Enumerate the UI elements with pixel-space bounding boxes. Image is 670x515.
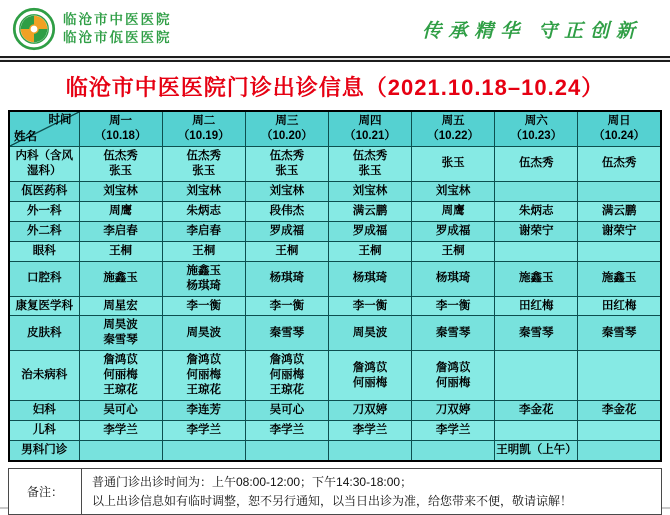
header-row bbox=[9, 111, 661, 147]
staff-name: 刘宝林 bbox=[103, 184, 138, 197]
staff-name: 何丽梅 bbox=[103, 369, 138, 382]
schedule-cell bbox=[245, 421, 328, 441]
staff-name: 周昊波 bbox=[186, 326, 221, 339]
day-date: （10.20） bbox=[260, 130, 313, 142]
staff-name: 朱炳志 bbox=[186, 204, 221, 217]
staff-name: 罗成福 bbox=[435, 224, 471, 237]
staff-name: 张玉 bbox=[192, 164, 216, 177]
day-name: 周四 bbox=[358, 115, 382, 128]
staff-name: 杨琪琦 bbox=[435, 272, 471, 285]
day-name: 周一 bbox=[109, 115, 133, 128]
schedule-cell bbox=[79, 241, 162, 261]
schedule-cell bbox=[412, 181, 495, 201]
staff-name: 周昊波 bbox=[352, 326, 388, 339]
schedule-cell bbox=[79, 201, 162, 221]
schedule-cell bbox=[79, 261, 162, 296]
schedule-cell bbox=[162, 316, 245, 351]
dept-label: 眼科 bbox=[9, 241, 79, 261]
staff-name: 刀双婷 bbox=[352, 404, 388, 417]
schedule-cell bbox=[162, 181, 245, 201]
schedule-cell bbox=[328, 421, 411, 441]
staff-name: 朱炳志 bbox=[519, 204, 554, 217]
staff-name: 詹鸿苡 bbox=[186, 354, 221, 367]
staff-name: 詹鸿苡 bbox=[269, 354, 305, 367]
staff-name: 李学兰 bbox=[352, 424, 388, 437]
staff-name: 段伟杰 bbox=[269, 204, 305, 217]
hospital-name-line2: 临沧市佤医医院 bbox=[63, 30, 172, 45]
schedule-cell bbox=[245, 316, 328, 351]
staff-name: 刘宝林 bbox=[186, 184, 221, 197]
schedule-cell bbox=[412, 401, 495, 421]
staff-name: 田红梅 bbox=[601, 299, 637, 312]
dept-label: 儿科 bbox=[9, 421, 79, 441]
staff-name: 李学兰 bbox=[269, 424, 305, 437]
empty-cell bbox=[162, 441, 245, 461]
schedule-cell bbox=[412, 316, 495, 351]
table-row bbox=[9, 316, 661, 351]
empty-cell bbox=[495, 421, 578, 441]
schedule-cell bbox=[79, 181, 162, 201]
dept-label: 佤医药科 bbox=[9, 181, 79, 201]
staff-name: 李金花 bbox=[519, 404, 554, 417]
corner-label-name: 姓名 bbox=[14, 131, 37, 144]
staff-name: 吴可心 bbox=[103, 404, 138, 417]
staff-name: 王桐 bbox=[192, 244, 216, 257]
table-row bbox=[9, 441, 661, 461]
empty-cell bbox=[578, 241, 661, 261]
table-row bbox=[9, 221, 661, 241]
empty-cell bbox=[412, 441, 495, 461]
schedule-cell bbox=[412, 261, 495, 296]
staff-name: 何丽梅 bbox=[352, 376, 388, 389]
dept-label: 妇科 bbox=[9, 401, 79, 421]
note-section bbox=[8, 468, 662, 515]
schedule-cell bbox=[162, 241, 245, 261]
schedule-cell bbox=[578, 401, 661, 421]
schedule-cell bbox=[578, 296, 661, 316]
schedule-cell bbox=[495, 221, 578, 241]
dept-label: 外一科 bbox=[9, 201, 79, 221]
staff-name: 伍杰秀 bbox=[601, 157, 637, 170]
schedule-cell bbox=[328, 316, 411, 351]
table-row bbox=[9, 181, 661, 201]
day-header bbox=[162, 111, 245, 147]
schedule-cell bbox=[162, 401, 245, 421]
staff-name: 伍杰秀 bbox=[269, 150, 305, 162]
empty-cell bbox=[578, 441, 661, 461]
schedule-cell bbox=[412, 296, 495, 316]
schedule-cell bbox=[79, 351, 162, 401]
staff-name: 施鑫玉 bbox=[601, 272, 637, 285]
staff-name: 李学兰 bbox=[186, 424, 221, 437]
schedule-cell bbox=[328, 296, 411, 316]
schedule-cell bbox=[495, 201, 578, 221]
schedule-cell bbox=[79, 316, 162, 351]
staff-name: 周昊波 bbox=[103, 319, 138, 332]
schedule-cell bbox=[328, 401, 411, 421]
staff-name: 王琼花 bbox=[269, 384, 305, 397]
staff-name: 詹鸿苡 bbox=[352, 361, 388, 374]
schedule-cell bbox=[495, 316, 578, 351]
schedule-cell bbox=[162, 221, 245, 241]
staff-name: 谢荣宁 bbox=[519, 224, 554, 237]
table-row bbox=[9, 241, 661, 261]
staff-name: 满云鹏 bbox=[601, 204, 637, 217]
staff-name: 张玉 bbox=[441, 157, 465, 170]
schedule-cell bbox=[578, 201, 661, 221]
hospital-name bbox=[63, 11, 172, 47]
staff-name: 施鑫玉 bbox=[186, 264, 221, 277]
table-row bbox=[9, 401, 661, 421]
day-date: （10.23） bbox=[510, 130, 563, 142]
empty-cell bbox=[79, 441, 162, 461]
schedule-cell bbox=[162, 261, 245, 296]
day-name: 周二 bbox=[192, 115, 216, 128]
schedule-cell bbox=[412, 351, 495, 401]
day-header bbox=[495, 111, 578, 147]
schedule-cell bbox=[412, 201, 495, 221]
table-row bbox=[9, 147, 661, 182]
schedule-cell bbox=[79, 401, 162, 421]
staff-name: 秦雪琴 bbox=[519, 326, 554, 339]
staff-name: 施鑫玉 bbox=[103, 272, 138, 285]
staff-name: 周星宏 bbox=[103, 299, 138, 312]
note-line1: 普通门诊出诊时间为：上午08:00-12:00；下午14:30-18:00； bbox=[92, 474, 413, 489]
staff-name: 伍杰秀 bbox=[352, 150, 388, 162]
empty-cell bbox=[328, 441, 411, 461]
schedule-cell bbox=[495, 296, 578, 316]
empty-cell bbox=[495, 241, 578, 261]
staff-name: 詹鸿苡 bbox=[435, 361, 471, 374]
schedule-cell bbox=[578, 147, 661, 182]
schedule-table bbox=[8, 110, 662, 462]
schedule-cell bbox=[162, 421, 245, 441]
day-date: （10.18） bbox=[94, 130, 147, 142]
hospital-name-line1: 临沧市中医医院 bbox=[63, 11, 172, 27]
schedule-cell bbox=[328, 201, 411, 221]
staff-name: 王琼花 bbox=[186, 384, 221, 397]
staff-name: 伍杰秀 bbox=[103, 150, 138, 162]
schedule-cell bbox=[412, 221, 495, 241]
schedule-cell bbox=[412, 421, 495, 441]
top-header bbox=[0, 0, 670, 56]
schedule-cell bbox=[245, 221, 328, 241]
staff-name: 伍杰秀 bbox=[519, 157, 554, 170]
schedule-cell bbox=[412, 147, 495, 182]
corner-time-name-cell bbox=[9, 111, 79, 147]
table-row bbox=[9, 201, 661, 221]
day-name: 周六 bbox=[524, 115, 548, 128]
staff-name: 王桐 bbox=[441, 244, 465, 257]
schedule-cell bbox=[495, 441, 578, 461]
staff-name: 施鑫玉 bbox=[519, 272, 554, 285]
schedule-cell bbox=[162, 351, 245, 401]
schedule-cell bbox=[412, 241, 495, 261]
table-row bbox=[9, 296, 661, 316]
staff-name: 伍杰秀 bbox=[186, 150, 221, 162]
dept-label: 口腔科 bbox=[9, 261, 79, 296]
day-name: 周五 bbox=[441, 115, 465, 128]
staff-name: 詹鸿苡 bbox=[103, 354, 138, 367]
staff-name: 李一衡 bbox=[186, 299, 221, 312]
table-row bbox=[9, 351, 661, 401]
staff-name: 王桐 bbox=[275, 244, 299, 257]
staff-name: 李学兰 bbox=[435, 424, 471, 437]
staff-name: 谢荣宁 bbox=[601, 224, 637, 237]
schedule-cell bbox=[245, 296, 328, 316]
schedule-cell bbox=[328, 147, 411, 182]
staff-name: 李学兰 bbox=[103, 424, 138, 437]
schedule-cell bbox=[328, 241, 411, 261]
day-date: （10.24） bbox=[593, 130, 646, 142]
staff-name: 李启春 bbox=[186, 224, 221, 237]
staff-name: 杨琪琦 bbox=[352, 272, 388, 285]
schedule-cell bbox=[578, 261, 661, 296]
schedule-cell bbox=[162, 147, 245, 182]
schedule-cell bbox=[578, 221, 661, 241]
staff-name: 刘宝林 bbox=[269, 184, 305, 197]
schedule-cell bbox=[79, 221, 162, 241]
page-title: 临沧市中医医院门诊出诊信息（2021.10.18–10.24） bbox=[65, 75, 605, 100]
staff-name: 罗成福 bbox=[269, 224, 305, 237]
schedule-cell bbox=[328, 181, 411, 201]
dept-label: 治未病科 bbox=[9, 351, 79, 401]
staff-name: 罗成福 bbox=[352, 224, 388, 237]
schedule-cell bbox=[245, 241, 328, 261]
schedule-cell bbox=[245, 201, 328, 221]
staff-name: 李金花 bbox=[601, 404, 637, 417]
schedule-cell bbox=[245, 261, 328, 296]
dept-label: 康复医学科 bbox=[9, 296, 79, 316]
empty-cell bbox=[245, 441, 328, 461]
staff-name: 李一衡 bbox=[269, 299, 305, 312]
schedule-cell bbox=[79, 421, 162, 441]
schedule-cell bbox=[162, 296, 245, 316]
day-header bbox=[578, 111, 661, 147]
staff-name: 张玉 bbox=[109, 164, 133, 177]
schedule-cell bbox=[495, 261, 578, 296]
schedule-cell bbox=[245, 351, 328, 401]
schedule-cell bbox=[79, 147, 162, 182]
hospital-logo-icon bbox=[12, 7, 56, 51]
staff-name: 秦雪琴 bbox=[435, 326, 471, 339]
staff-name: 李一衡 bbox=[435, 299, 471, 312]
staff-name: 李启春 bbox=[103, 224, 138, 237]
staff-name: 周鹰 bbox=[441, 204, 465, 217]
empty-cell bbox=[578, 181, 661, 201]
staff-name: 何丽梅 bbox=[435, 376, 471, 389]
dept-label: 男科门诊 bbox=[9, 441, 79, 461]
schedule-cell bbox=[245, 147, 328, 182]
schedule-cell bbox=[245, 401, 328, 421]
staff-name: 王桐 bbox=[109, 244, 133, 257]
schedule-cell bbox=[495, 401, 578, 421]
schedule-cell bbox=[328, 261, 411, 296]
dept-label: 内科（含风湿科） bbox=[9, 147, 79, 182]
schedule-cell bbox=[328, 351, 411, 401]
schedule-cell bbox=[162, 201, 245, 221]
staff-name: 秦雪琴 bbox=[269, 326, 305, 339]
corner-label-time: 时间 bbox=[48, 114, 72, 126]
hospital-brand bbox=[12, 7, 172, 51]
table-row bbox=[9, 421, 661, 441]
empty-cell bbox=[578, 421, 661, 441]
staff-name: 张玉 bbox=[358, 164, 382, 177]
schedule-cell bbox=[495, 147, 578, 182]
note-text bbox=[82, 469, 582, 514]
staff-name: 王桐 bbox=[358, 244, 382, 257]
staff-name: 王明凯（上午） bbox=[496, 444, 577, 456]
staff-name: 杨琪琦 bbox=[269, 272, 305, 285]
day-name: 周日 bbox=[607, 115, 631, 128]
schedule-cell bbox=[328, 221, 411, 241]
dept-label: 外二科 bbox=[9, 221, 79, 241]
day-header bbox=[412, 111, 495, 147]
day-header bbox=[245, 111, 328, 147]
staff-name: 满云鹏 bbox=[352, 204, 388, 217]
staff-name: 刘宝林 bbox=[352, 184, 388, 197]
day-date: （10.21） bbox=[344, 130, 396, 142]
staff-name: 王琼花 bbox=[103, 384, 138, 397]
staff-name: 吴可心 bbox=[269, 404, 305, 417]
day-name: 周三 bbox=[275, 115, 299, 128]
empty-cell bbox=[495, 351, 578, 401]
staff-name: 杨琪琦 bbox=[186, 279, 221, 292]
day-date: （10.22） bbox=[427, 130, 480, 142]
note-line2: 以上出诊信息如有临时调整，恕不另行通知，以当日出诊为准，给您带来不便，敬请谅解！ bbox=[92, 493, 573, 508]
day-header bbox=[79, 111, 162, 147]
staff-name: 刀双婷 bbox=[435, 404, 471, 417]
empty-cell bbox=[495, 181, 578, 201]
staff-name: 李一衡 bbox=[352, 299, 388, 312]
staff-name: 李连芳 bbox=[186, 404, 221, 417]
schedule-cell bbox=[578, 316, 661, 351]
staff-name: 周鹰 bbox=[109, 204, 133, 217]
schedule-cell bbox=[245, 181, 328, 201]
staff-name: 田红梅 bbox=[519, 299, 554, 312]
dept-label: 皮肤科 bbox=[9, 316, 79, 351]
day-date: （10.19） bbox=[177, 130, 230, 142]
slogan-text: 传承精华 守正创新 bbox=[422, 20, 642, 42]
table-row bbox=[9, 261, 661, 296]
schedule-cell bbox=[79, 296, 162, 316]
note-label: 备注： bbox=[9, 469, 82, 514]
empty-cell bbox=[578, 351, 661, 401]
staff-name: 秦雪琴 bbox=[103, 334, 138, 347]
staff-name: 刘宝林 bbox=[435, 184, 471, 197]
day-header bbox=[328, 111, 411, 147]
staff-name: 何丽梅 bbox=[269, 369, 305, 382]
staff-name: 张玉 bbox=[275, 164, 299, 177]
staff-name: 秦雪琴 bbox=[601, 326, 637, 339]
staff-name: 何丽梅 bbox=[186, 369, 221, 382]
